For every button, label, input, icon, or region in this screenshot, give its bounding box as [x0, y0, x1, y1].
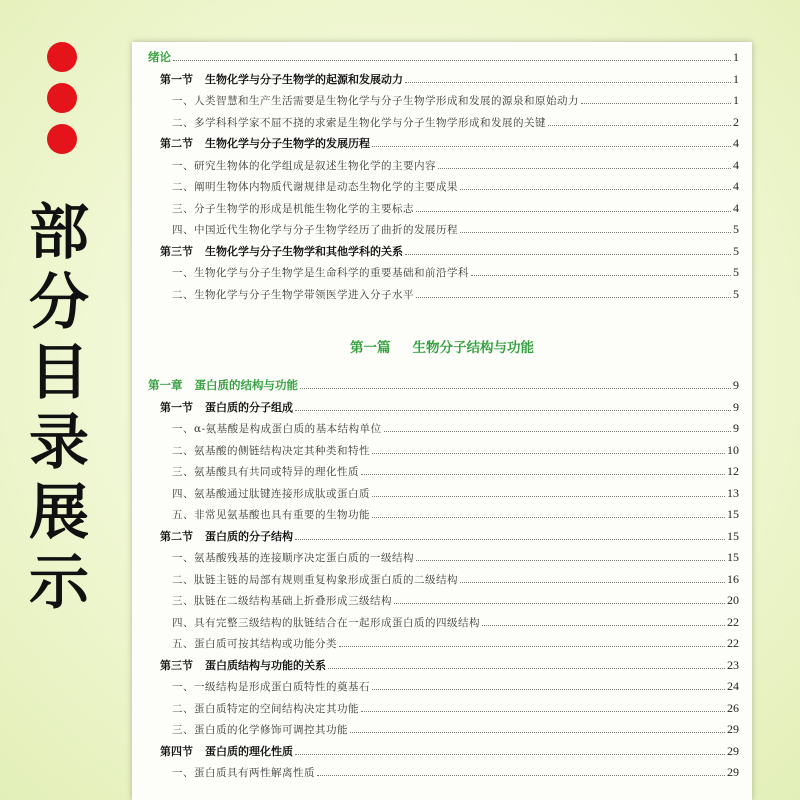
dot-leader — [295, 539, 725, 540]
side-title-char: 录 — [29, 408, 89, 478]
toc-entry-label — [172, 486, 370, 501]
toc-entry-text: 一、α-氨基酸是构成蛋白质的基本结构单位 — [172, 423, 382, 435]
toc-entry-text: 三、氨基酸具有共同或特异的理化性质 — [172, 466, 359, 478]
toc-page-number: 5 — [733, 265, 739, 279]
toc-item — [132, 481, 739, 501]
toc-page-number: 15 — [727, 550, 739, 564]
toc-entry-label — [172, 464, 359, 479]
toc-entry-label — [160, 399, 293, 415]
side-title-char: 目 — [29, 338, 89, 408]
toc-entry-label — [160, 743, 293, 759]
dot-leader — [416, 560, 725, 561]
part-title — [132, 336, 752, 356]
side-title-char: 分 — [29, 268, 89, 338]
toc-item — [132, 416, 739, 436]
toc-entry-label — [172, 201, 414, 216]
toc-entry-number: 第二节 — [160, 529, 193, 543]
toc-entry-label — [172, 265, 469, 280]
side-title-char: 示 — [29, 548, 89, 618]
toc-item — [132, 760, 739, 780]
toc-item — [132, 631, 739, 651]
toc-item — [132, 110, 739, 130]
toc-chapter — [132, 373, 739, 393]
toc-entry-text: 三、分子生物学的形成是机能生物化学的主要标志 — [172, 202, 414, 215]
toc-page-number: 1 — [733, 50, 739, 64]
dot-leader — [173, 60, 731, 61]
toc-entry-label — [172, 222, 458, 237]
toc-entry-label — [172, 615, 480, 630]
toc-item — [132, 502, 739, 522]
dot-leader — [471, 275, 731, 276]
toc-entry-text: 五、非常见氨基酸也具有重要的生物功能 — [172, 509, 370, 521]
toc-chapter — [132, 45, 739, 65]
toc-entry-text: 生物化学与分子生物学的起源和发展动力 — [205, 72, 403, 86]
toc-item — [132, 260, 739, 280]
toc-item — [132, 282, 739, 302]
toc-entry-text: 一、研究生物体的化学组成是叙述生物化学的主要内容 — [172, 159, 436, 172]
toc-page-number: 24 — [727, 679, 739, 693]
toc-item — [132, 567, 739, 587]
toc-entry-label — [172, 421, 382, 436]
dot-leader — [416, 211, 731, 212]
dot-leader — [581, 103, 731, 104]
dot-leader — [328, 668, 725, 669]
dot-leader — [372, 496, 725, 497]
dot-leader — [372, 146, 731, 147]
dot-leader — [460, 189, 731, 190]
toc-entry-label — [172, 287, 414, 302]
dot-leader — [300, 388, 731, 389]
toc-section — [132, 739, 739, 759]
dot-leader — [548, 125, 731, 126]
toc-entry-label — [160, 657, 326, 673]
toc-entry-text: 一、人类智慧和生产生活需要是生物化学与分子生物学形成和发展的源泉和原始动力 — [172, 95, 579, 107]
toc-entry-text: 蛋白质的理化性质 — [205, 744, 293, 758]
toc-item — [132, 696, 739, 716]
side-title — [26, 198, 92, 618]
toc-item — [132, 153, 739, 173]
toc-page-number: 15 — [727, 507, 739, 521]
toc-page-number: 9 — [733, 399, 739, 414]
toc-item — [132, 588, 739, 608]
dot-leader — [361, 474, 725, 475]
toc-page-number: 22 — [727, 614, 739, 629]
toc-entry-text: 蛋白质的分子组成 — [205, 400, 293, 414]
toc-entry-number: 第一节 — [160, 72, 193, 86]
dot-leader — [394, 603, 725, 604]
toc-entry-text: 蛋白质的分子结构 — [205, 529, 293, 543]
dot-leader — [416, 297, 731, 298]
toc-page — [132, 42, 752, 800]
toc-item — [132, 610, 739, 630]
toc-page-number: 1 — [733, 71, 739, 86]
toc-entry-text: 二、阐明生物体内物质代谢规律是动态生物化学的主要成果 — [172, 181, 458, 193]
dot-leader — [339, 646, 725, 647]
toc-page-number: 4 — [733, 136, 739, 150]
dot-leader — [482, 625, 725, 626]
dot-leader — [361, 711, 725, 712]
toc-entry-number: 第三节 — [160, 658, 193, 672]
toc-item — [132, 196, 739, 216]
toc-item — [132, 174, 739, 194]
toc-entry-text: 一、氨基酸残基的连接顺序决定蛋白质的一级结构 — [172, 552, 414, 564]
toc-page-number: 29 — [727, 722, 739, 736]
toc-entry-number: 第一章 — [148, 378, 183, 392]
toc-entry-text: 绪论 — [148, 50, 171, 64]
toc-entry-label — [172, 701, 359, 716]
toc-entry-label — [160, 71, 403, 87]
toc-page-number: 5 — [733, 222, 739, 236]
toc-section — [132, 395, 739, 415]
toc-entry-label — [160, 135, 370, 151]
toc-entry-text: 一、生物化学与分子生物学是生命科学的重要基础和前沿学科 — [172, 267, 469, 279]
toc-entry-label — [172, 550, 414, 565]
dot-leader — [405, 82, 731, 83]
toc-entry-label — [172, 93, 579, 108]
decorative-dots — [42, 42, 82, 165]
toc-item — [132, 459, 739, 479]
side-title-char: 部 — [29, 198, 89, 268]
toc-entry-number: 第二节 — [160, 137, 193, 150]
toc-entry-label — [172, 765, 315, 780]
dot-leader — [460, 232, 731, 233]
toc-entry-text: 四、氨基酸通过肽键连接形成肽或蛋白质 — [172, 487, 370, 500]
dot-leader — [460, 582, 725, 583]
toc-entry-number: 第一节 — [160, 400, 193, 414]
toc-item — [132, 717, 739, 737]
toc-entry-label — [172, 572, 458, 587]
toc-page-number: 1 — [733, 93, 739, 107]
toc-section — [132, 67, 739, 87]
toc-entry-text: 蛋白质结构与功能的关系 — [205, 658, 326, 672]
toc-entry-label — [172, 679, 370, 694]
toc-item — [132, 674, 739, 694]
toc-entry-label — [160, 243, 403, 259]
toc-section — [132, 524, 739, 544]
toc-entry-label — [172, 443, 370, 458]
dot-leader — [438, 168, 731, 169]
toc-section — [132, 239, 739, 259]
dot-leader — [372, 453, 725, 454]
red-dot — [47, 42, 77, 72]
red-dot — [47, 83, 77, 113]
toc-page-number: 13 — [727, 485, 739, 500]
dot-leader — [372, 689, 725, 690]
toc-entry-number: 第四节 — [160, 744, 193, 758]
toc-entry-text: 二、氨基酸的侧链结构决定其种类和特性 — [172, 444, 370, 457]
dot-leader — [317, 775, 725, 776]
toc-entry-label — [172, 636, 337, 651]
toc-entry-number: 第三节 — [160, 244, 193, 258]
part-number: 第一篇 — [350, 340, 391, 356]
toc-page-number: 4 — [733, 157, 739, 172]
toc-page-number: 23 — [727, 657, 739, 672]
toc-entry-text: 二、蛋白质特定的空间结构决定其功能 — [172, 702, 359, 715]
toc-page-number: 20 — [727, 593, 739, 607]
toc-page-number: 10 — [727, 442, 739, 457]
toc-entry-text: 二、多学科科学家不屈不挠的求索是生物化学与分子生物学形成和发展的关键 — [172, 116, 546, 129]
part-label: 生物分子结构与功能 — [412, 340, 534, 356]
toc-entry-text: 一、蛋白质具有两性解离性质 — [172, 767, 315, 779]
toc-entry-text: 三、蛋白质的化学修饰可调控其功能 — [172, 724, 348, 736]
toc-entry-text: 二、生物化学与分子生物学带领医学进入分子水平 — [172, 288, 414, 301]
dot-leader — [384, 431, 731, 432]
toc-section — [132, 131, 739, 151]
toc-page-number: 2 — [733, 114, 739, 129]
toc-entry-text: 一、一级结构是形成蛋白质特性的奠基石 — [172, 681, 370, 693]
toc-page-number: 16 — [727, 571, 739, 586]
toc-entry-text: 生物化学与分子生物学的发展历程 — [205, 137, 370, 150]
toc-entry-label — [160, 528, 293, 544]
toc-item — [132, 438, 739, 458]
red-dot — [47, 124, 77, 154]
toc-entry-label — [172, 115, 546, 130]
dot-leader — [405, 254, 731, 255]
toc-item — [132, 88, 739, 108]
toc-section — [132, 653, 739, 673]
dot-leader — [350, 732, 725, 733]
toc-entry-label — [172, 593, 392, 608]
dot-leader — [295, 410, 731, 411]
toc-entry-text: 蛋白质的结构与功能 — [194, 378, 298, 392]
toc-page-number: 5 — [733, 286, 739, 301]
toc-page-number: 4 — [733, 179, 739, 193]
toc-page-number: 29 — [727, 743, 739, 758]
toc-entry-text: 三、肽链在二级结构基础上折叠形成三级结构 — [172, 595, 392, 607]
toc-page-number: 26 — [727, 700, 739, 715]
toc-page-number: 9 — [733, 421, 739, 435]
toc-entry-label — [172, 158, 436, 173]
dot-leader — [295, 754, 725, 755]
toc-page-number: 9 — [733, 378, 739, 392]
toc-entry-text: 二、肽链主链的局部有规则重复构象形成蛋白质的二级结构 — [172, 573, 458, 586]
toc-entry-label — [148, 377, 298, 393]
toc-page-number: 29 — [727, 765, 739, 779]
toc-page-number: 4 — [733, 200, 739, 215]
toc-entry-label — [172, 179, 458, 194]
toc-entry-text: 五、蛋白质可按其结构或功能分类 — [172, 638, 337, 650]
toc-item — [132, 217, 739, 237]
toc-entry-text: 生物化学与分子生物学和其他学科的关系 — [205, 244, 403, 258]
toc-entry-label — [148, 49, 171, 65]
toc-page-number: 5 — [733, 243, 739, 258]
toc-entry-text: 四、中国近代生物化学与分子生物学经历了曲折的发展历程 — [172, 224, 458, 236]
toc-entry-label — [172, 507, 370, 522]
toc-page-number: 15 — [727, 528, 739, 543]
toc-entry-label — [172, 722, 348, 737]
toc-page-number: 22 — [727, 636, 739, 650]
side-title-char: 展 — [29, 478, 89, 548]
dot-leader — [372, 517, 725, 518]
toc-page-number: 12 — [727, 464, 739, 478]
toc-entry-text: 四、具有完整三级结构的肽链结合在一起形成蛋白质的四级结构 — [172, 616, 480, 629]
toc-item — [132, 545, 739, 565]
